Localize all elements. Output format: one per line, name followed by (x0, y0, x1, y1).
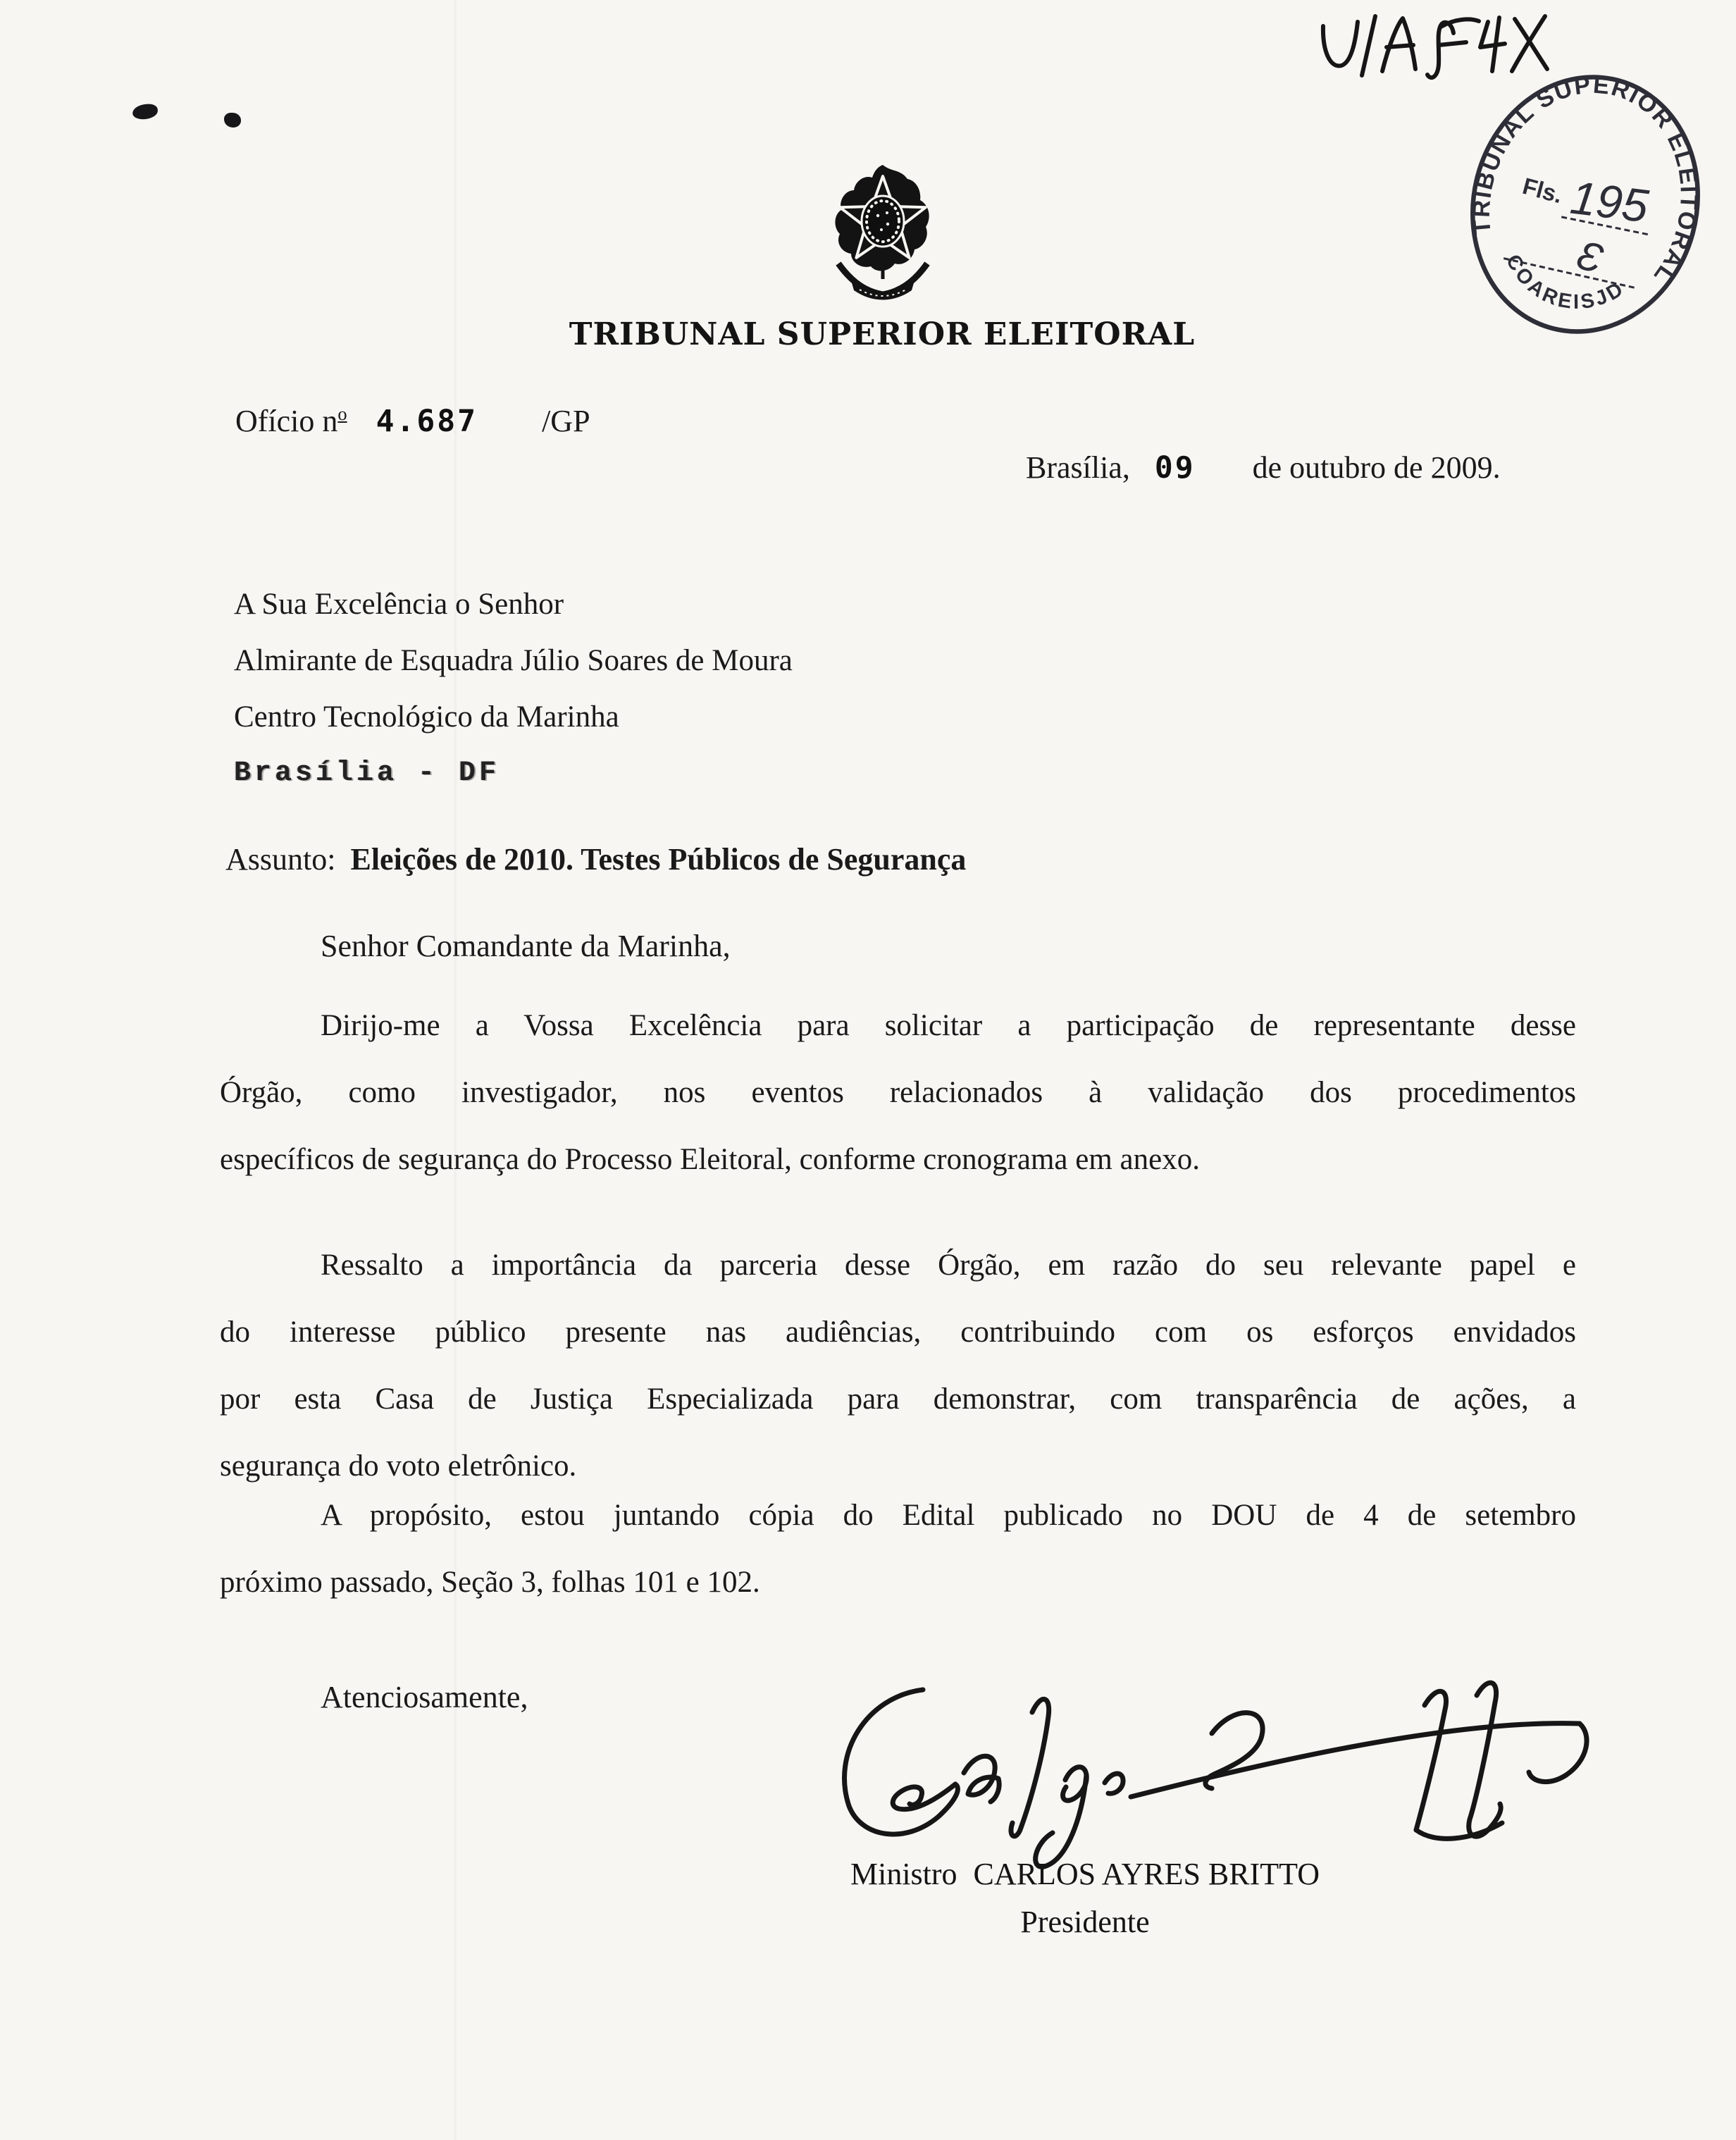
paragraph-line: A propósito, estou juntando cópia do Edital publicado no DOU de 4 de setembro (321, 1499, 1576, 1532)
recipient-city-line: Brasília - DF (234, 757, 500, 789)
paragraph-line: específicos de segurança do Processo Eleitoral, conforme cronograma em anexo. (220, 1143, 1200, 1176)
paragraph-line: segurança do voto eletrônico. (220, 1449, 577, 1483)
date-city: Brasília, (1026, 450, 1130, 485)
subject-text: Eleições de 2010. Testes Públicos de Segurança (350, 842, 967, 877)
stamp-ring-text-top: TRIBUNAL SUPERIOR ELEITORAL (1468, 71, 1703, 290)
paragraph-line: por esta Casa de Justiça Especializada para demonstrar, com transparência de ações, a (220, 1383, 1576, 1416)
org-title: TRIBUNAL SUPERIOR ELEITORAL (569, 316, 1196, 352)
reference-number: 4.687 (376, 404, 478, 439)
paragraph-line: Ressalto a importância da parceria desse Órgão, em razão do seu relevante papel e (321, 1249, 1576, 1282)
stamp-ring-text-bottom: COAREISJD (1501, 251, 1630, 314)
signatory-name-line (740, 1856, 1430, 1892)
date-rest: de outubro de 2009. (1252, 450, 1501, 485)
recipient-line: Centro Tecnológico da Marinha (234, 700, 619, 734)
salutation: Senhor Comandante da Marinha, (321, 929, 731, 963)
ink-blot (224, 113, 241, 128)
date-line (1026, 450, 1501, 485)
stamp-initial-handwritten: Ɛ (1572, 231, 1608, 283)
signatory-name: CARLOS AYRES BRITTO (973, 1857, 1320, 1891)
stamp-fls-label: Fls. (1520, 172, 1566, 209)
subject-line (225, 841, 966, 877)
recipient-block (234, 576, 793, 802)
signature-scrawl (817, 1669, 1606, 1880)
subject-label: Assunto: (225, 842, 336, 877)
paragraph-line: próximo passado, Seção 3, folhas 101 e 102. (220, 1566, 760, 1599)
date-day: 09 (1154, 450, 1196, 485)
paragraph (220, 1482, 1576, 1616)
paragraph-line: Dirijo-me a Vossa Excelência para solicitar a participação de representante desse (321, 1009, 1576, 1042)
recipient-line: A Sua Excelência o Senhor (234, 588, 564, 621)
ink-blot (132, 103, 159, 120)
recipient-line: Almirante de Esquadra Júlio Soares de Moura (234, 644, 793, 677)
paragraph-line: do interesse público presente nas audiências, contribuindo com os esforços envidados (220, 1316, 1576, 1349)
reference-line: Ofício no 4.687 /GP (235, 403, 590, 439)
reference-label: Ofício n (235, 404, 338, 438)
paragraph (220, 992, 1576, 1193)
signatory-role: Presidente (1020, 1905, 1150, 1939)
signatory-prefix: Ministro (850, 1857, 957, 1891)
reference-suffix: /GP (542, 404, 590, 438)
stamp-fls-number-handwritten: 195 (1568, 171, 1651, 233)
received-stamp (1444, 60, 1726, 349)
closing-word: Atenciosamente, (321, 1680, 528, 1714)
paragraph (220, 1232, 1576, 1499)
coat-of-arms-icon (810, 159, 955, 313)
paragraph-line: Órgão, como investigador, nos eventos relacionados à validação dos procedimentos (220, 1076, 1576, 1109)
